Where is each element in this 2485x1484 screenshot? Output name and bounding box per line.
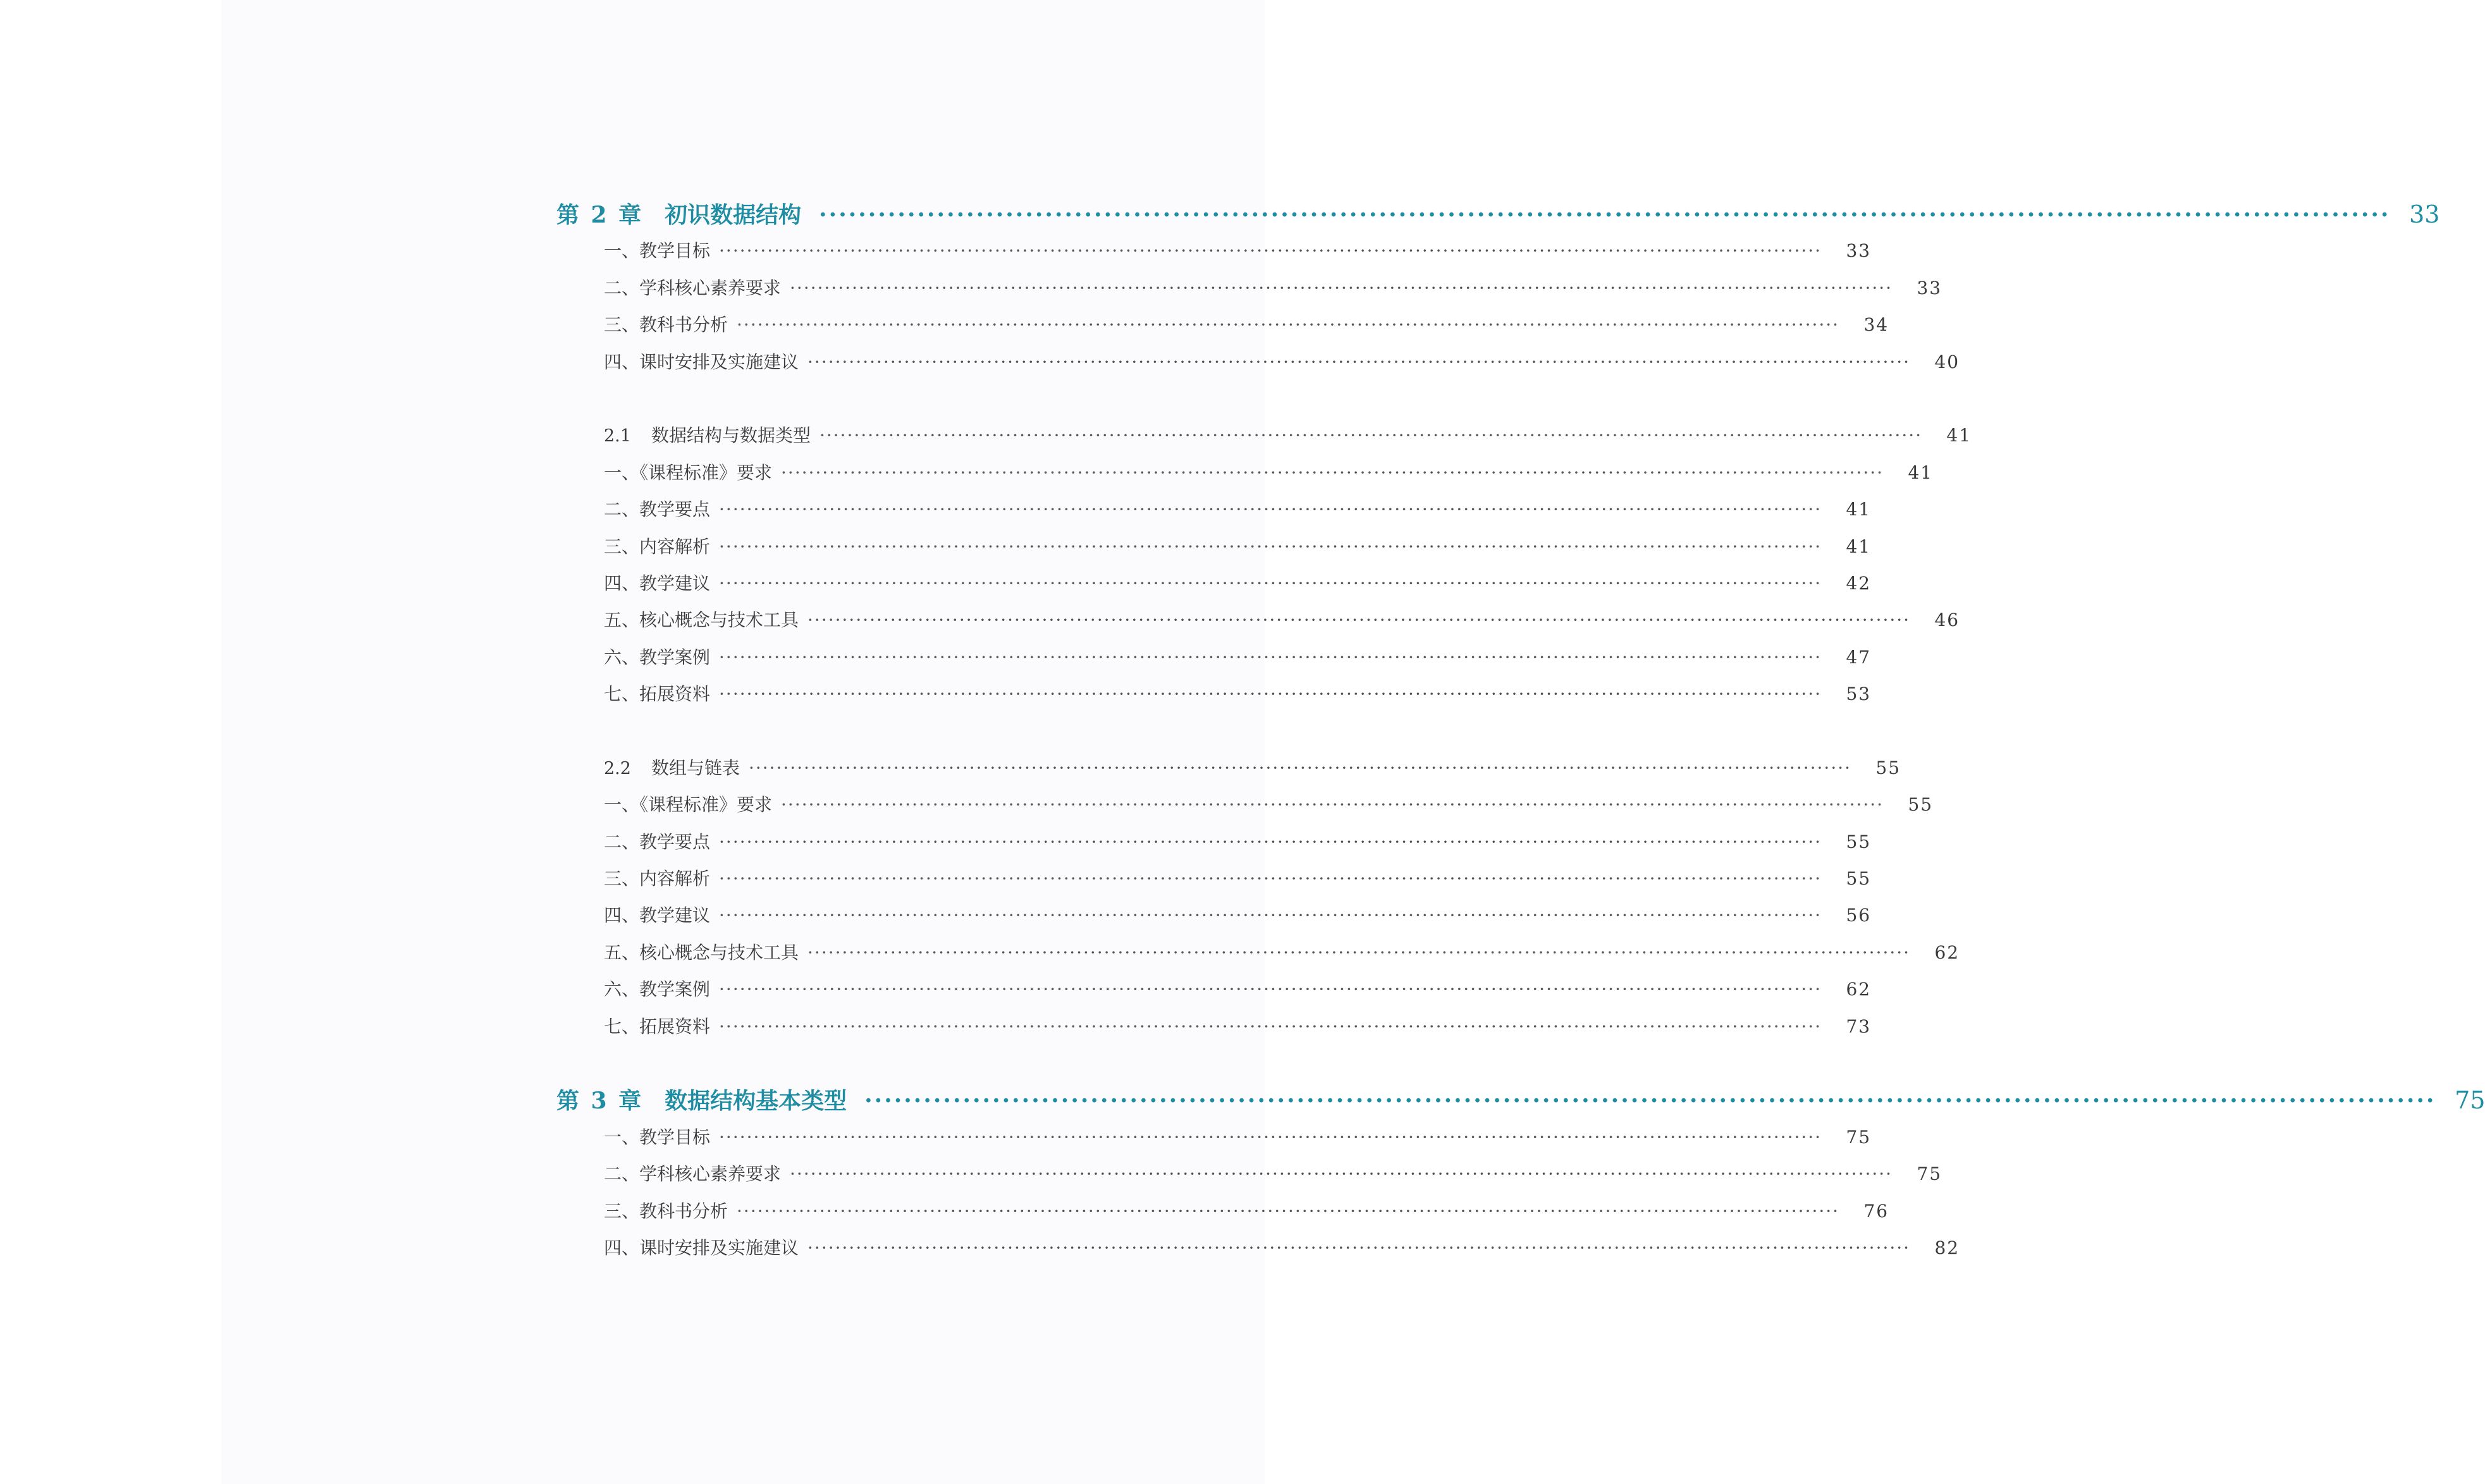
entry-title: 二、学科核心素养要求 xyxy=(604,1163,782,1185)
entry-title: 一、《课程标准》要求 xyxy=(604,462,773,483)
toc-chapter-heading[interactable] xyxy=(556,1082,2485,1119)
dot-leader: ································································································································································ xyxy=(719,572,1822,594)
entry-title: 七、拓展资料 xyxy=(604,1015,711,1037)
dot-leader: ································································································································································ xyxy=(819,425,1923,446)
toc-entry[interactable] xyxy=(556,602,1960,639)
toc-entry[interactable] xyxy=(556,491,1872,528)
chapter-title: 数据结构基本类型 xyxy=(665,1088,847,1115)
toc-entry[interactable] xyxy=(556,971,1872,1008)
section-title: 数据结构与数据类型 xyxy=(651,425,811,446)
page-number: 46 xyxy=(1934,610,1960,631)
page-number: 62 xyxy=(1934,941,1960,963)
table-of-contents xyxy=(556,196,2485,1266)
toc-chapter-heading[interactable] xyxy=(556,196,2440,233)
dot-leader: ································································································································································ xyxy=(737,1200,1840,1222)
dot-leader: ································································································································································ xyxy=(737,314,1840,336)
entry-title: 三、教科书分析 xyxy=(604,314,728,336)
dot-leader: ································································································································································ xyxy=(807,351,1911,372)
dot-leader: ································································································································································ xyxy=(719,1126,1822,1148)
dot-leader: ································································································································································ xyxy=(864,1088,2436,1115)
page-number: 41 xyxy=(1946,425,1972,446)
chapter-number: 第 3 章 xyxy=(556,1088,644,1115)
entry-title: 五、核心概念与技术工具 xyxy=(604,610,799,631)
page-number: 76 xyxy=(1863,1200,1889,1222)
dot-leader: ································································································································································ xyxy=(719,905,1822,926)
dot-leader: ································································································································································ xyxy=(719,646,1822,668)
dot-leader: ································································································································································ xyxy=(748,757,1852,778)
page-number: 82 xyxy=(1934,1237,1960,1258)
entry-title: 五、核心概念与技术工具 xyxy=(604,941,799,963)
entry-title: 四、课时安排及实施建议 xyxy=(604,1237,799,1258)
entry-title: 三、内容解析 xyxy=(604,868,711,890)
page-number: 55 xyxy=(1846,831,1872,852)
dot-leader: ································································································································································ xyxy=(807,1237,1911,1258)
page-number: 55 xyxy=(1875,757,1901,778)
dot-leader: ································································································································································ xyxy=(719,979,1822,1000)
dot-leader: ································································································································································ xyxy=(719,499,1822,520)
entry-title: 二、教学要点 xyxy=(604,831,711,852)
toc-entry[interactable] xyxy=(556,455,1934,491)
toc-entry[interactable] xyxy=(556,344,1960,381)
toc-entry[interactable] xyxy=(556,787,1934,823)
dot-leader: ································································································································································ xyxy=(719,1015,1822,1037)
dot-leader: ································································································································································ xyxy=(719,240,1822,262)
entry-title: 四、教学建议 xyxy=(604,572,711,594)
page-number: 73 xyxy=(1846,1015,1872,1037)
entry-title: 一、教学目标 xyxy=(604,240,711,262)
page-number: 41 xyxy=(1846,499,1872,520)
page-number: 75 xyxy=(1846,1126,1872,1148)
chapter-title: 初识数据结构 xyxy=(665,202,802,228)
page-number: 55 xyxy=(1908,794,1934,816)
page-number: 40 xyxy=(1934,351,1960,372)
entry-title: 一、《课程标准》要求 xyxy=(604,794,773,816)
entry-title: 二、教学要点 xyxy=(604,499,711,520)
toc-entry[interactable] xyxy=(556,270,1942,307)
entry-title: 一、教学目标 xyxy=(604,1126,711,1148)
dot-leader: ································································································································································ xyxy=(790,1163,1893,1185)
dot-leader: ································································································································································ xyxy=(781,794,1884,816)
toc-spacer xyxy=(556,1045,1334,1082)
page-number: 62 xyxy=(1846,979,1872,1000)
page-number: 42 xyxy=(1846,572,1872,594)
page-number: 75 xyxy=(2455,1086,2485,1115)
page-number: 55 xyxy=(1846,868,1872,890)
page-number: 47 xyxy=(1846,646,1872,668)
page-number: 41 xyxy=(1908,462,1934,483)
entry-title: 三、教科书分析 xyxy=(604,1200,728,1222)
dot-leader: ································································································································································ xyxy=(790,277,1893,298)
entry-title: 六、教学案例 xyxy=(604,979,711,1000)
page-number: 33 xyxy=(1846,240,1872,262)
entry-title: 二、学科核心素养要求 xyxy=(604,277,782,298)
entry-title: 三、内容解析 xyxy=(604,536,711,557)
toc-entry[interactable] xyxy=(556,1119,1872,1156)
toc-entry[interactable] xyxy=(556,307,1889,343)
toc-entry[interactable] xyxy=(556,565,1872,602)
page-number: 41 xyxy=(1846,536,1872,557)
section-number: 2.2 xyxy=(604,758,631,778)
entry-title: 四、教学建议 xyxy=(604,905,711,926)
section-title: 数组与链表 xyxy=(651,757,740,778)
dot-leader: ································································································································································ xyxy=(781,462,1884,483)
toc-entry[interactable] xyxy=(556,676,1872,713)
page-number: 33 xyxy=(2409,200,2440,228)
dot-leader: ································································································································································ xyxy=(819,202,2391,228)
dot-leader: ································································································································································ xyxy=(719,868,1822,890)
toc-entry[interactable] xyxy=(556,233,1872,269)
page-number: 33 xyxy=(1917,277,1942,298)
page-number: 75 xyxy=(1917,1163,1942,1185)
dot-leader: ································································································································································ xyxy=(719,831,1822,852)
entry-title: 六、教学案例 xyxy=(604,646,711,668)
dot-leader: ································································································································································ xyxy=(719,536,1822,557)
toc-spacer xyxy=(556,713,1334,749)
toc-spacer xyxy=(556,381,1334,417)
toc-entry[interactable] xyxy=(556,935,1960,971)
toc-entry[interactable] xyxy=(556,639,1872,676)
entry-title: 七、拓展资料 xyxy=(604,684,711,705)
toc-entry[interactable] xyxy=(556,897,1872,934)
dot-leader: ································································································································································ xyxy=(807,941,1911,963)
toc-section-heading[interactable] xyxy=(556,750,1901,787)
toc-entry[interactable] xyxy=(556,1230,1960,1266)
document-page xyxy=(221,0,2485,1484)
page-number: 34 xyxy=(1863,314,1889,336)
entry-title: 四、课时安排及实施建议 xyxy=(604,351,799,372)
page-number: 53 xyxy=(1846,684,1872,705)
chapter-number: 第 2 章 xyxy=(556,202,644,228)
dot-leader: ································································································································································ xyxy=(807,610,1911,631)
toc-entry[interactable] xyxy=(556,824,1872,861)
toc-entry[interactable] xyxy=(556,529,1872,565)
dot-leader: ································································································································································ xyxy=(719,684,1822,705)
page-number: 56 xyxy=(1846,905,1872,926)
toc-entry[interactable] xyxy=(556,1156,1942,1193)
section-number: 2.1 xyxy=(604,426,631,446)
toc-entry[interactable] xyxy=(556,861,1872,897)
toc-section-heading[interactable] xyxy=(556,417,1972,454)
toc-entry[interactable] xyxy=(556,1193,1889,1230)
toc-entry[interactable] xyxy=(556,1009,1872,1045)
